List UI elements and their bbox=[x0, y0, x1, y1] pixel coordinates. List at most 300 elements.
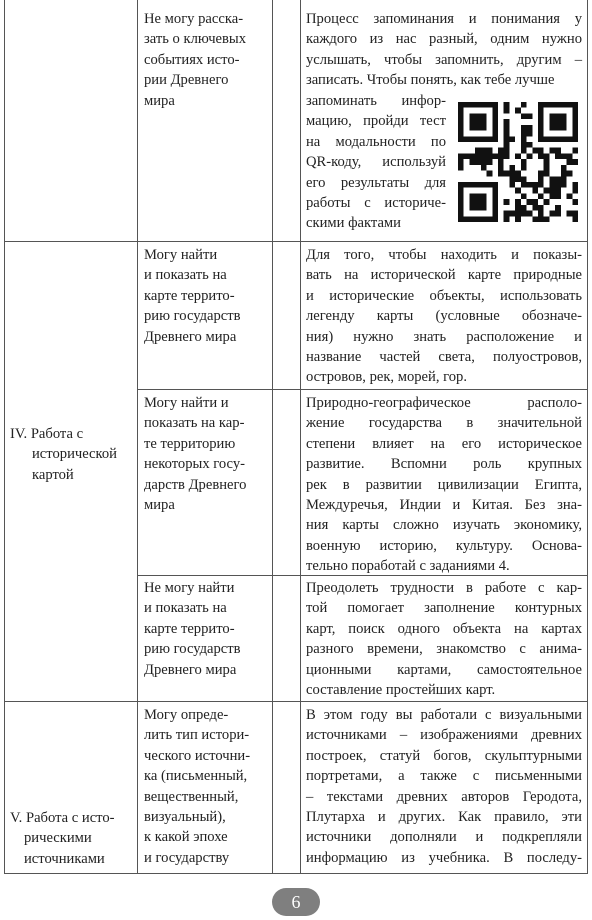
qr-module bbox=[469, 159, 475, 165]
text-line: Природно-географическое располо- bbox=[306, 395, 582, 411]
text-line: лить тип истори- bbox=[144, 727, 250, 744]
qr-module bbox=[464, 216, 470, 222]
qr-module bbox=[527, 182, 533, 188]
qr-module bbox=[458, 131, 464, 137]
qr-module bbox=[567, 211, 573, 217]
text-line: построек, статуй богов, скульптурными bbox=[306, 747, 582, 764]
text-line: IV. Работа с bbox=[10, 426, 84, 442]
text-line: картой bbox=[32, 466, 74, 483]
qr-module bbox=[509, 176, 515, 182]
qr-module bbox=[555, 188, 561, 194]
text-line: записать. Чтобы понять, как тебе лучше bbox=[306, 72, 555, 89]
text-line: тельно поработай с заданиями 4. bbox=[306, 558, 510, 575]
qr-module bbox=[555, 102, 561, 108]
qr-module bbox=[521, 113, 527, 119]
qr-module bbox=[492, 131, 498, 137]
text-line: к какой эпохе bbox=[144, 829, 228, 846]
qr-module bbox=[538, 216, 544, 222]
qr-module bbox=[487, 102, 493, 108]
qr-module bbox=[549, 136, 555, 142]
text-line: запоминать инфор- bbox=[306, 93, 446, 109]
advice-cell bbox=[306, 578, 582, 700]
qr-module bbox=[458, 113, 464, 119]
qr-module bbox=[549, 148, 555, 154]
qr-module bbox=[492, 136, 498, 142]
text-line: источниками bbox=[24, 850, 105, 867]
text-line: Процесс запоминания и понимания у bbox=[306, 11, 582, 27]
text-line: визуальный), bbox=[144, 809, 226, 826]
qr-module bbox=[492, 211, 498, 217]
qr-module bbox=[469, 205, 475, 211]
qr-module bbox=[521, 136, 527, 142]
qr-module bbox=[549, 193, 555, 199]
qr-module bbox=[492, 153, 498, 159]
qr-module bbox=[458, 136, 464, 142]
qr-module bbox=[469, 102, 475, 108]
text-line: событиях исто- bbox=[144, 51, 240, 68]
advice-cell bbox=[306, 705, 582, 868]
qr-module bbox=[469, 182, 475, 188]
qr-module bbox=[538, 182, 544, 188]
qr-module bbox=[475, 159, 481, 165]
text-line: карте террито- bbox=[144, 287, 235, 304]
qr-module bbox=[498, 171, 504, 177]
qr-module bbox=[458, 211, 464, 217]
qr-module bbox=[527, 142, 533, 148]
ability-cell bbox=[144, 245, 268, 347]
qr-module bbox=[549, 125, 555, 131]
qr-module bbox=[458, 193, 464, 199]
qr-module bbox=[515, 171, 521, 177]
text-line: на модальности по bbox=[306, 133, 446, 150]
qr-module bbox=[458, 153, 464, 159]
column-divider-3 bbox=[300, 0, 301, 874]
qr-module bbox=[538, 153, 544, 159]
qr-module bbox=[561, 119, 567, 125]
qr-module bbox=[464, 102, 470, 108]
qr-module bbox=[475, 199, 481, 205]
qr-module bbox=[492, 199, 498, 205]
qr-module bbox=[561, 125, 567, 131]
qr-module bbox=[538, 108, 544, 114]
qr-module bbox=[555, 176, 561, 182]
qr-module bbox=[572, 108, 578, 114]
qr-module bbox=[487, 216, 493, 222]
qr-module bbox=[475, 216, 481, 222]
qr-module bbox=[504, 108, 510, 114]
qr-module bbox=[509, 171, 515, 177]
qr-module bbox=[561, 182, 567, 188]
subrow-divider-1 bbox=[137, 389, 588, 390]
text-line: источники дополняли и подкрепляли bbox=[306, 829, 582, 846]
qr-module bbox=[515, 176, 521, 182]
advice-cell bbox=[306, 245, 582, 388]
qr-module bbox=[521, 148, 527, 154]
text-line: название частей света, полуостровов, bbox=[306, 349, 582, 366]
qr-module bbox=[555, 119, 561, 125]
qr-module bbox=[492, 119, 498, 125]
qr-module bbox=[504, 125, 510, 131]
qr-module bbox=[492, 193, 498, 199]
qr-module bbox=[538, 171, 544, 177]
text-line: вещественный, bbox=[144, 788, 239, 805]
qr-module bbox=[538, 148, 544, 154]
qr-module bbox=[458, 125, 464, 131]
text-line: ческого источни- bbox=[144, 747, 251, 764]
text-line: развитие. Вспомни роль крупных bbox=[306, 456, 582, 473]
table-left-border bbox=[4, 0, 5, 874]
qr-module bbox=[515, 205, 521, 211]
qr-module bbox=[475, 102, 481, 108]
qr-module bbox=[572, 211, 578, 217]
qr-module bbox=[492, 108, 498, 114]
qr-module bbox=[532, 205, 538, 211]
qr-module bbox=[555, 136, 561, 142]
qr-module bbox=[572, 125, 578, 131]
text-line: и показать на bbox=[144, 600, 227, 617]
qr-module bbox=[515, 211, 521, 217]
qr-module bbox=[561, 171, 567, 177]
text-line: исторической bbox=[32, 446, 117, 463]
qr-module bbox=[538, 119, 544, 125]
qr-module bbox=[521, 142, 527, 148]
qr-module bbox=[572, 102, 578, 108]
text-line: – текстами древних авторов Геродота, bbox=[306, 788, 582, 805]
qr-module bbox=[487, 148, 493, 154]
qr-module bbox=[549, 176, 555, 182]
qr-module bbox=[549, 211, 555, 217]
qr-module bbox=[469, 216, 475, 222]
qr-module bbox=[555, 211, 561, 217]
qr-module bbox=[515, 108, 521, 114]
qr-module bbox=[549, 113, 555, 119]
qr-module bbox=[544, 216, 550, 222]
qr-module bbox=[538, 176, 544, 182]
qr-module bbox=[481, 193, 487, 199]
text-line: карт, поиск одного объекта на картах bbox=[306, 620, 582, 637]
text-line: дарств Древнего bbox=[144, 476, 247, 493]
qr-module bbox=[492, 182, 498, 188]
stage-cell bbox=[10, 424, 134, 485]
qr-module bbox=[481, 136, 487, 142]
qr-module bbox=[481, 148, 487, 154]
qr-module bbox=[567, 171, 573, 177]
qr-module bbox=[492, 102, 498, 108]
qr-module bbox=[572, 131, 578, 137]
qr-module bbox=[549, 102, 555, 108]
text-line: ка (письменный, bbox=[144, 768, 248, 785]
qr-module bbox=[515, 216, 521, 222]
qr-module bbox=[527, 131, 533, 137]
qr-module bbox=[475, 182, 481, 188]
qr-module bbox=[521, 102, 527, 108]
qr-module bbox=[544, 136, 550, 142]
qr-module bbox=[521, 211, 527, 217]
advice-cell bbox=[306, 9, 582, 91]
text-line: каждого из нас разный, одним нужно bbox=[306, 31, 582, 48]
qr-module bbox=[544, 171, 550, 177]
qr-module bbox=[504, 199, 510, 205]
text-line: зать о ключевых bbox=[144, 31, 247, 48]
text-line: военную историю, культуру. Основа- bbox=[306, 537, 582, 554]
qr-module bbox=[492, 188, 498, 194]
qr-module bbox=[561, 176, 567, 182]
qr-module bbox=[549, 119, 555, 125]
text-line: Не могу расска- bbox=[144, 11, 244, 27]
text-line: Могу найти bbox=[144, 247, 218, 263]
qr-module bbox=[481, 159, 487, 165]
qr-module bbox=[538, 205, 544, 211]
text-line: некоторых госу- bbox=[144, 456, 245, 473]
qr-module bbox=[481, 165, 487, 171]
text-line: Для того, чтобы находить и показы- bbox=[306, 247, 582, 263]
qr-module bbox=[498, 148, 504, 154]
qr-module bbox=[521, 182, 527, 188]
qr-module bbox=[561, 136, 567, 142]
qr-module bbox=[561, 113, 567, 119]
qr-module bbox=[572, 216, 578, 222]
text-line: информацию из учебника. В последу- bbox=[306, 849, 582, 866]
qr-module bbox=[555, 148, 561, 154]
qr-module bbox=[504, 216, 510, 222]
qr-module bbox=[458, 165, 464, 171]
qr-module bbox=[527, 113, 533, 119]
qr-module bbox=[561, 102, 567, 108]
qr-module bbox=[481, 216, 487, 222]
qr-module bbox=[572, 182, 578, 188]
qr-module bbox=[504, 102, 510, 108]
qr-module bbox=[504, 171, 510, 177]
qr-module bbox=[464, 136, 470, 142]
qr-module bbox=[458, 216, 464, 222]
text-line: и показать на bbox=[144, 267, 227, 284]
qr-module bbox=[538, 131, 544, 137]
qr-module bbox=[532, 199, 538, 205]
qr-module bbox=[487, 159, 493, 165]
qr-module bbox=[527, 125, 533, 131]
qr-module bbox=[492, 205, 498, 211]
qr-module bbox=[504, 153, 510, 159]
qr-module bbox=[572, 159, 578, 165]
qr-module bbox=[504, 142, 510, 148]
qr-module bbox=[544, 165, 550, 171]
qr-module bbox=[481, 205, 487, 211]
qr-module bbox=[475, 205, 481, 211]
row-divider-2 bbox=[4, 701, 588, 702]
qr-module bbox=[544, 153, 550, 159]
qr-module bbox=[521, 131, 527, 137]
qr-module bbox=[492, 125, 498, 131]
text-line: Преодолеть трудности в работе с кар- bbox=[306, 580, 582, 596]
qr-module bbox=[475, 193, 481, 199]
qr-module bbox=[567, 102, 573, 108]
qr-module bbox=[538, 102, 544, 108]
text-line: Плутарха и других. Как правило, эти bbox=[306, 809, 582, 826]
text-line: составление простейших карт. bbox=[306, 682, 496, 699]
text-line: Древнего мира bbox=[144, 328, 237, 345]
advice-cell-wrapped bbox=[306, 91, 446, 234]
qr-module bbox=[572, 119, 578, 125]
qr-module bbox=[487, 153, 493, 159]
text-line: островов, рек, морей, гор. bbox=[306, 369, 468, 386]
qr-module bbox=[567, 153, 573, 159]
qr-module bbox=[555, 205, 561, 211]
text-line: источниками – изображениями древних bbox=[306, 727, 582, 744]
qr-module bbox=[469, 125, 475, 131]
qr-module bbox=[567, 136, 573, 142]
qr-module bbox=[458, 119, 464, 125]
qr-module bbox=[532, 148, 538, 154]
text-line: рию государств bbox=[144, 308, 241, 325]
qr-module bbox=[521, 159, 527, 165]
qr-module bbox=[561, 165, 567, 171]
qr-module bbox=[504, 119, 510, 125]
qr-module bbox=[538, 113, 544, 119]
qr-module bbox=[538, 136, 544, 142]
text-line: Древнего мира bbox=[144, 661, 237, 678]
ability-cell bbox=[144, 578, 268, 680]
qr-module bbox=[532, 216, 538, 222]
text-line: В этом году вы работали с визуальными bbox=[306, 707, 582, 723]
qr-module bbox=[555, 113, 561, 119]
ability-cell bbox=[144, 705, 268, 868]
qr-module bbox=[458, 188, 464, 194]
text-line: ционными картами, самостоятельное bbox=[306, 661, 582, 678]
qr-module bbox=[498, 159, 504, 165]
qr-module bbox=[504, 211, 510, 217]
text-line: степени влияет на его историческое bbox=[306, 435, 582, 452]
qr-module bbox=[492, 113, 498, 119]
qr-module bbox=[515, 153, 521, 159]
text-line: рек в развитии цивилизации Египта, bbox=[306, 476, 582, 493]
qr-module bbox=[532, 188, 538, 194]
qr-module bbox=[504, 131, 510, 137]
qr-module bbox=[475, 136, 481, 142]
text-line: те территорию bbox=[144, 435, 236, 452]
column-divider-1 bbox=[137, 0, 138, 874]
text-line: Могу опреде- bbox=[144, 707, 229, 723]
qr-module bbox=[544, 188, 550, 194]
qr-module bbox=[555, 182, 561, 188]
text-line: его результаты для bbox=[306, 174, 446, 191]
qr-module bbox=[487, 182, 493, 188]
text-line: ния карты сложно изучать экономику, bbox=[306, 517, 582, 534]
qr-module bbox=[527, 199, 533, 205]
text-line: рическими bbox=[24, 830, 92, 847]
qr-module bbox=[475, 148, 481, 154]
table-right-border bbox=[587, 0, 588, 874]
qr-module bbox=[464, 182, 470, 188]
qr-module bbox=[572, 136, 578, 142]
text-line: работы с историче- bbox=[306, 195, 446, 212]
text-line: мацию, пройди тест bbox=[306, 113, 446, 130]
qr-module bbox=[572, 148, 578, 154]
qr-module bbox=[469, 136, 475, 142]
text-line: и исторические объекты, использовать bbox=[306, 287, 582, 304]
qr-module bbox=[555, 153, 561, 159]
qr-module bbox=[544, 102, 550, 108]
text-line: Не могу найти bbox=[144, 580, 235, 596]
qr-module bbox=[458, 182, 464, 188]
qr-module bbox=[521, 176, 527, 182]
qr-module bbox=[481, 125, 487, 131]
qr-module bbox=[572, 113, 578, 119]
text-line: той помогает заполнение контурных bbox=[306, 600, 582, 617]
text-line: мира bbox=[144, 497, 175, 514]
qr-module bbox=[481, 119, 487, 125]
text-line: вать на исторической карте природные bbox=[306, 267, 582, 284]
qr-module bbox=[521, 125, 527, 131]
text-line: разного времени, знакомство с анима- bbox=[306, 641, 582, 658]
qr-module bbox=[555, 125, 561, 131]
qr-module bbox=[538, 193, 544, 199]
qr-module bbox=[567, 159, 573, 165]
text-line: ния) нужно знать расположение и bbox=[306, 328, 582, 345]
qr-module bbox=[469, 153, 475, 159]
qr-module bbox=[504, 148, 510, 154]
qr-module bbox=[475, 113, 481, 119]
qr-module bbox=[498, 153, 504, 159]
qr-module bbox=[532, 182, 538, 188]
qr-module bbox=[527, 211, 533, 217]
qr-module bbox=[509, 211, 515, 217]
qr-module bbox=[487, 171, 493, 177]
text-line: жение государства в значительной bbox=[306, 415, 582, 432]
qr-module bbox=[521, 165, 527, 171]
qr-module bbox=[475, 119, 481, 125]
text-line: скими фактами bbox=[306, 215, 401, 232]
ability-cell bbox=[144, 393, 268, 515]
qr-module bbox=[561, 153, 567, 159]
qr-code-icon[interactable] bbox=[458, 101, 578, 223]
qr-module bbox=[458, 159, 464, 165]
text-line: и государству bbox=[144, 849, 230, 866]
qr-module bbox=[458, 108, 464, 114]
qr-module bbox=[567, 193, 573, 199]
qr-module bbox=[538, 125, 544, 131]
table-bottom-border bbox=[4, 873, 588, 874]
qr-module bbox=[549, 182, 555, 188]
qr-module bbox=[544, 159, 550, 165]
qr-module bbox=[521, 193, 527, 199]
qr-module bbox=[487, 136, 493, 142]
qr-module bbox=[538, 211, 544, 217]
stage-cell bbox=[10, 808, 134, 869]
qr-module bbox=[469, 119, 475, 125]
qr-module bbox=[458, 205, 464, 211]
qr-module bbox=[475, 125, 481, 131]
text-line: портретами, а также с письменными bbox=[306, 768, 582, 785]
page-number: 6 bbox=[272, 888, 320, 916]
qr-module bbox=[492, 216, 498, 222]
qr-module bbox=[464, 153, 470, 159]
qr-module bbox=[475, 153, 481, 159]
qr-module bbox=[469, 113, 475, 119]
text-line: Междуречья, Индии и Китая. Без зна- bbox=[306, 497, 582, 514]
qr-module bbox=[515, 199, 521, 205]
qr-module bbox=[498, 165, 504, 171]
row-divider-1 bbox=[4, 241, 588, 242]
text-line: карте террито- bbox=[144, 620, 235, 637]
text-line: легенду карты (условные обозначе- bbox=[306, 308, 582, 325]
qr-module bbox=[572, 188, 578, 194]
qr-module bbox=[515, 188, 521, 194]
qr-module bbox=[509, 182, 515, 188]
qr-module bbox=[555, 193, 561, 199]
qr-module bbox=[527, 153, 533, 159]
qr-module bbox=[572, 199, 578, 205]
qr-module bbox=[481, 199, 487, 205]
